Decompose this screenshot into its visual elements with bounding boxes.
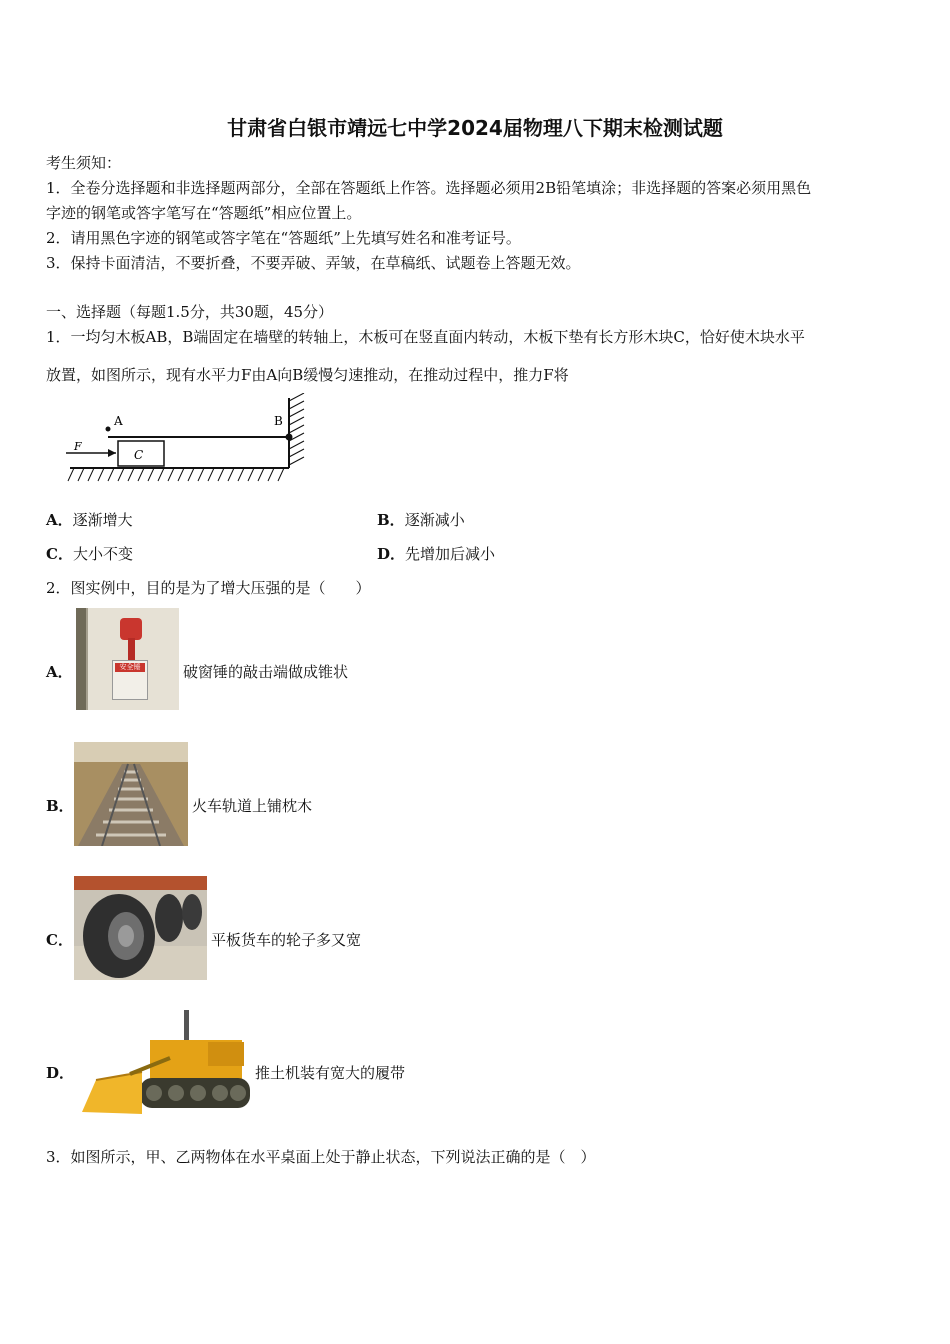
q1-option-a-label: A． <box>46 511 73 529</box>
q1-lever-diagram <box>60 393 310 488</box>
bulldozer-image <box>80 1010 252 1118</box>
point-a-dot <box>106 427 111 432</box>
q2-option-a-label[interactable]: A． <box>46 663 73 681</box>
q1-stem-line1: 1．一均匀木板AB，B端固定在墙壁的转轴上，木板可在竖直面内转动，木板下垫有长方形木块C，恰好使木块水平 <box>46 328 805 346</box>
railway-image <box>74 742 188 846</box>
safety-hammer-badge: 安全锤 <box>115 663 145 672</box>
q1-option-d-label: D． <box>377 545 406 563</box>
q2-option-d-text: 推土机装有宽大的履带 <box>255 1064 406 1082</box>
label-a: A <box>114 414 123 428</box>
q2-option-a-text: 破窗锤的敲击端做成锥状 <box>183 663 349 681</box>
q1-option-b[interactable] <box>377 509 465 530</box>
wall-hatching <box>289 393 304 465</box>
q1-option-a[interactable] <box>46 509 133 530</box>
q1-option-c-text: 大小不变 <box>72 545 133 563</box>
notice-item-1: 1．全卷分选择题和非选择题两部分，全部在答题纸上作答。选择题必须用2B铅笔填涂；非选择题的答案必须用黑色 <box>46 179 812 197</box>
q2-option-b-label[interactable]: B． <box>46 797 74 815</box>
q2-option-b-text: 火车轨道上铺枕木 <box>192 797 313 815</box>
q1-option-d[interactable] <box>377 543 495 564</box>
q1-option-c[interactable] <box>46 543 133 564</box>
notice-item-2: 2．请用黑色字迹的钢笔或答字笔在“答题纸”上先填写姓名和准考证号。 <box>46 229 521 247</box>
notice-item-1-cont: 字迹的钢笔或答字笔写在“答题纸”相应位置上。 <box>46 204 362 222</box>
label-f: F <box>74 440 82 453</box>
q1-option-a-text: 逐渐增大 <box>72 511 133 529</box>
q1-option-b-label: B． <box>377 511 405 529</box>
q2-option-d-label[interactable]: D． <box>46 1064 75 1082</box>
q2-option-c-label[interactable]: C． <box>46 931 73 949</box>
label-c: C <box>134 448 144 462</box>
q1-option-c-label: C． <box>46 545 73 563</box>
label-b: B <box>274 414 283 428</box>
pivot-b <box>286 434 293 441</box>
section-heading: 一、选择题（每题1.5分，共30题，45分） <box>46 303 334 321</box>
q1-option-b-text: 逐渐减小 <box>404 511 465 529</box>
notice-item-3: 3．保持卡面清洁，不要折叠，不要弄破、弄皱，在草稿纸、试题卷上答题无效。 <box>46 254 581 272</box>
q3-stem: 3．如图所示，甲、乙两物体在水平桌面上处于静止状态，下列说法正确的是（ ） <box>46 1148 596 1166</box>
q2-stem: 2．图实例中，目的是为了增大压强的是（ ） <box>46 579 371 597</box>
force-arrow-head <box>108 449 116 457</box>
q1-option-d-text: 先增加后减小 <box>405 545 496 563</box>
page-title: 甘肃省白银市靖远七中学2024届物理八下期末检测试题 <box>227 116 723 140</box>
ground-hatching <box>68 468 284 481</box>
notice-heading: 考生须知： <box>46 154 122 172</box>
safety-hammer-image <box>76 608 179 710</box>
q1-stem-line2: 放置，如图所示，现有水平力F由A向B缓慢匀速推动，在推动过程中，推力F将 <box>46 366 569 384</box>
q2-option-c-text: 平板货车的轮子多又宽 <box>211 931 362 949</box>
truck-wheels-image <box>74 876 207 980</box>
